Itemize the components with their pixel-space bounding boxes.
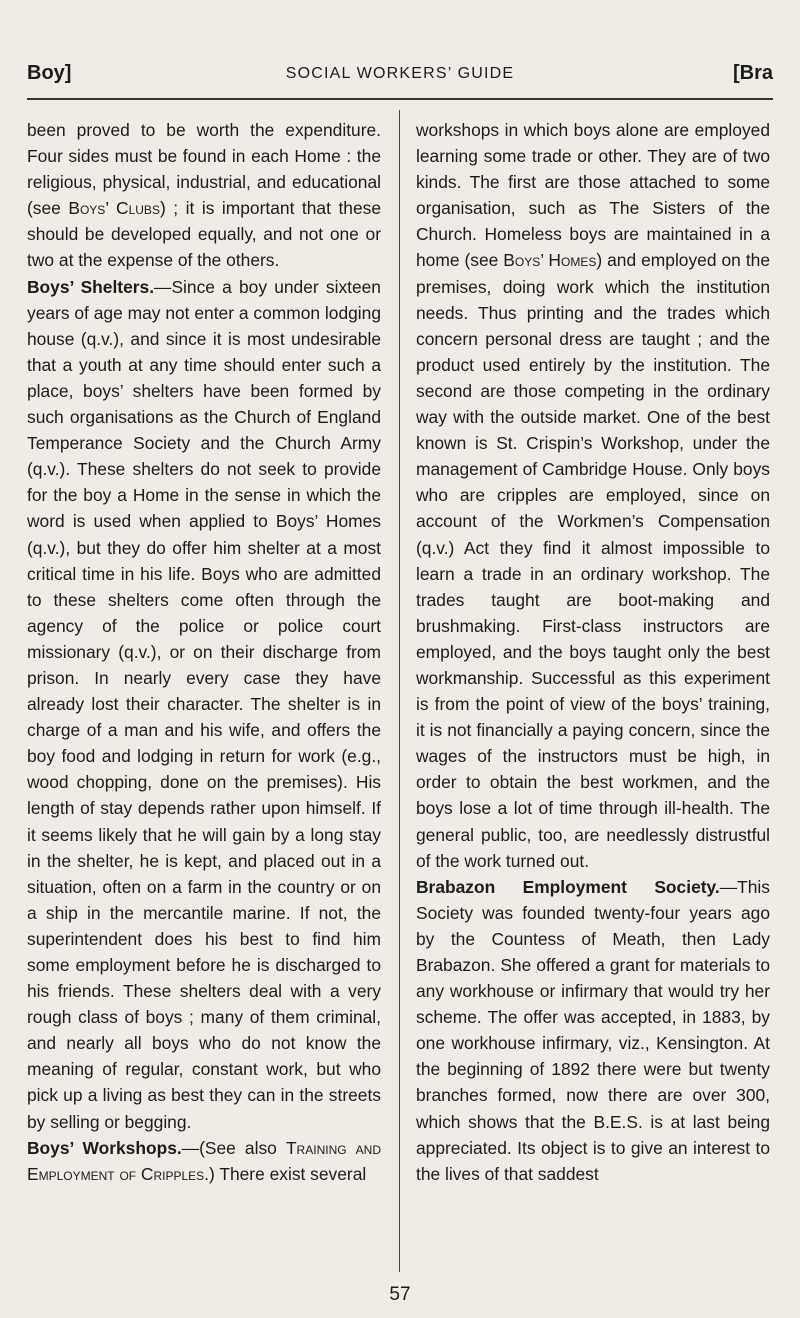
entry-brabazon-society: Brabazon Employment Society.—This Society was founded twenty-four years ago by the Countess of Meath, then Lady Brabazon. She offered a grant for materials to any workhouse or infirmary that would try her scheme. The offer was accepted, in 1883, by one workhouse infirmary, viz., Kensington. At the beginning of 1892 there were but twenty branches formed, now there are over 300, which shows that the B.E.S. is at last being appreciated. Its object is to give an interest to the lives of that saddest (416, 876, 770, 1184)
paragraph-homes-cont: been proved to be worth the expenditure. Four sides must be found in each Home : the religious, physical, industrial, and educational (see Boys’ Clubs) ; it is important that these should be developed equally, and not one or two at the expense of the others. (27, 120, 381, 271)
header-left: Boy] (27, 62, 72, 84)
column-divider (399, 110, 400, 1272)
cross-ref: Boys’ Clubs (68, 198, 160, 219)
header-right: [Bra (732, 62, 773, 84)
left-column (27, 117, 381, 1287)
running-header (27, 62, 773, 92)
paragraph-workshops-cont: workshops in which boys alone are employed learning some trade or other. They are of two kinds. The first are those attached to some organisation, such as The Sisters of the Church. Homeless boys are maintained in a home (see Boys’ Homes) and employed on the premises, doing work which the institution needs. Thus printing and the trades which concern personal dress are taught ; and the product used entirely by the institution. The second are those competing in the ordinary way with the outside market. One of the best known is St. Crispin’s Workshop, under the management of Cambridge House. Only boys who are cripples are employed, since on account of the Workmen’s Compensation (q.v.) Act they find it almost impossible to learn a trade in an ordinary workshop. The trades taught are boot-making and brushmaking. First-class instructors are employed, and the boys taught only the best workmanship. Successful as this experiment is from the point of view of the boys’ training, it is not financially a paying concern, since the wages of the instructors must be high, in order to obtain the best workmen, and the boys lose a lot of time through ill-health. The general public, too, are needlessly distrustful of the work turned out. (416, 120, 770, 871)
entry-heading: Boys’ Workshops. (27, 1137, 182, 1158)
cross-ref: Training and Employment of Cripples. (27, 1137, 381, 1184)
entry-boys-shelters: Boys’ Shelters.—Since a boy under sixteen years of age may not enter a common lodging house (q.v.), and since it is most undesirable that a youth at any time should enter such a place, boys’ shelters have been formed by such organisations as the Church of England Temperance Society and the Church Army (q.v.). These shelters do not seek to provide for the boy a Home in the sense in which the word is used when applied to Boys’ Homes (q.v.), but they do offer him shelter at a most critical time in his life. Boys who are admitted to these shelters come often through the agency of the police or police court missionary (q.v.), or on their discharge from prison. In nearly every case they have already lost their character. The shelter is in charge of a man and his wife, and offers the boy food and lodging in return for work (e.g., wood chopping, done on the premises). His length of stay depends rather upon himself. If it seems likely that he will gain by a long stay in the shelter, he is kept, and placed out in a situation, often on a farm in the country or on a ship in the mercantile marine. If not, the superintendent does his best to find him some employment before he is discharged to his friends. These shelters deal with a very rough class of boys ; many of them criminal, and nearly all boys who do not know the meaning of regular, constant work, but who pick up a living as best they can in the streets by selling or begging. (27, 276, 381, 1132)
cross-ref: Boys’ Homes (503, 250, 597, 271)
right-column (416, 117, 770, 1287)
entry-boys-workshops: Boys’ Workshops.—(See also Training and Employment of Cripples.) There exist several (27, 1137, 381, 1184)
page-number: 57 (389, 1284, 411, 1305)
header-title: SOCIAL WORKERS’ GUIDE (285, 65, 515, 82)
header-rule (27, 98, 773, 100)
entry-heading: Boys’ Shelters. (27, 276, 155, 297)
entry-heading: Brabazon Employment Society. (416, 876, 720, 897)
